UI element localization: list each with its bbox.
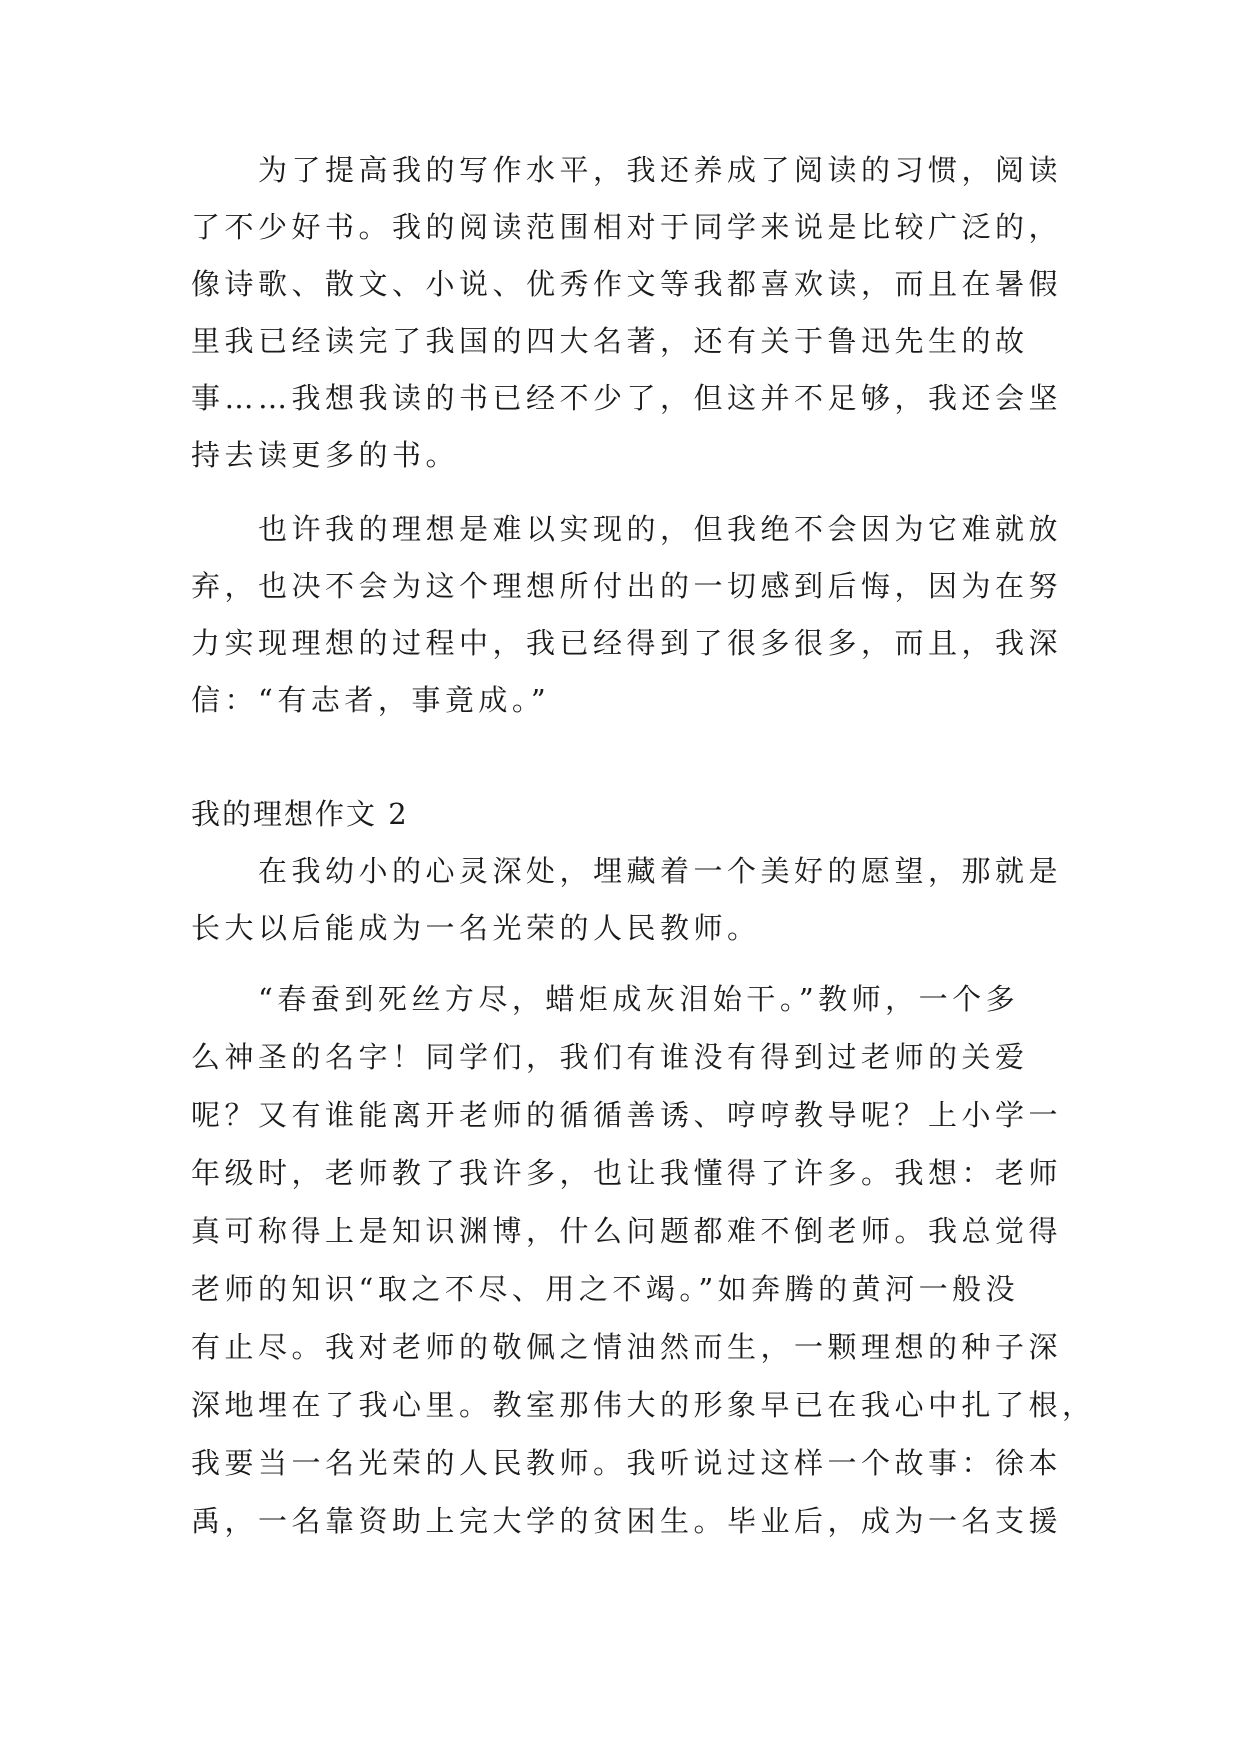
paragraph-line: 老师的知识“取之不尽、用之不竭。”如奔腾的黄河一般没 (191, 1272, 1020, 1306)
paragraph-line: 也许我的理想是难以实现的，但我绝不会因为它难就放 (258, 512, 1063, 546)
paragraph-line: 里我已经读完了我国的四大名著，还有关于鲁迅先生的故 (191, 324, 1029, 358)
paragraph-line: 信：“有志者，事竟成。” (191, 683, 551, 717)
paragraph-line: 了不少好书。我的阅读范围相对于同学来说是比较广泛的， (191, 210, 1063, 244)
paragraph-line: 持去读更多的书。 (191, 438, 460, 472)
paragraph-line: 真可称得上是知识渊博，什么问题都难不倒老师。我总觉得 (191, 1214, 1063, 1248)
paragraph-line: 呢？又有谁能离开老师的循循善诱、哼哼教导呢？上小学一 (191, 1098, 1063, 1132)
paragraph-line: 深地埋在了我心里。教室那伟大的形象早已在我心中扎了根， (191, 1388, 1096, 1422)
paragraph-line: 为了提高我的写作水平，我还养成了阅读的习惯，阅读 (258, 153, 1063, 187)
paragraph-line: 像诗歌、散文、小说、优秀作文等我都喜欢读，而且在暑假 (191, 267, 1063, 301)
paragraph-line: 有止尽。我对老师的敬佩之情油然而生，一颗理想的种子深 (191, 1330, 1063, 1364)
paragraph-line: 么神圣的名字！同学们，我们有谁没有得到过老师的关爱 (191, 1040, 1029, 1074)
paragraph-line: 我要当一名光荣的人民教师。我听说过这样一个故事：徐本 (191, 1446, 1063, 1480)
paragraph-line: 弃，也决不会为这个理想所付出的一切感到后悔，因为在努 (191, 569, 1063, 603)
paragraph-line: 事……我想我读的书已经不少了，但这并不足够，我还会坚 (191, 381, 1063, 415)
section-heading: 我的理想作文 2 (191, 797, 409, 831)
paragraph-line: 禹，一名靠资助上完大学的贫困生。毕业后，成为一名支援 (191, 1504, 1063, 1538)
paragraph-line: 长大以后能成为一名光荣的人民教师。 (191, 911, 761, 945)
paragraph-line: 年级时，老师教了我许多，也让我懂得了许多。我想：老师 (191, 1156, 1063, 1190)
paragraph-line: 在我幼小的心灵深处，埋藏着一个美好的愿望，那就是 (258, 854, 1063, 888)
paragraph-line: “春蚕到死丝方尽，蜡炬成灰泪始干。”教师，一个多 (258, 982, 1020, 1016)
paragraph-line: 力实现理想的过程中，我已经得到了很多很多，而且，我深 (191, 626, 1063, 660)
